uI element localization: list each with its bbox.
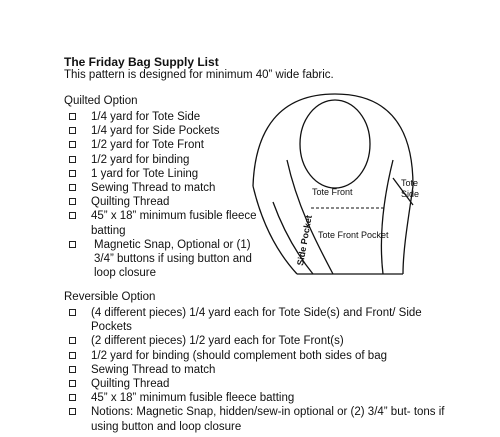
- list-item: 1/2 yard for Tote Front: [64, 138, 269, 152]
- list-item: (4 different pieces) 1/4 yard each for Tote Side(s) and Front/ Side Pockets: [64, 306, 436, 334]
- handle-outline: [253, 94, 413, 186]
- list-item: 1/2 yard for binding: [64, 153, 269, 167]
- checkbox-square-icon[interactable]: [69, 380, 76, 387]
- reversible-heading: Reversible Option: [64, 291, 156, 303]
- list-item: Sewing Thread to match: [64, 181, 269, 195]
- label-tote-front: Tote Front: [312, 187, 353, 197]
- checkbox-square-icon[interactable]: [69, 394, 76, 401]
- list-item: 1/2 yard for binding (should complement both sides of bag: [64, 349, 444, 363]
- list-item: Magnetic Snap, Optional or (1) 3/4” buttons if using button and loop closure: [64, 238, 272, 281]
- label-side: Side: [401, 189, 420, 199]
- list-item: 45” x 18” minimum fusible fleece batting: [64, 391, 444, 405]
- page-subtitle: This pattern is designed for minimum 40” wide fabric.: [64, 69, 334, 81]
- list-item: (2 different pieces) 1/2 yard each for Tote Front(s): [64, 334, 444, 348]
- list-item: 1/4 yard for Tote Side: [64, 110, 269, 124]
- quilted-heading: Quilted Option: [64, 95, 138, 107]
- checkbox-square-icon[interactable]: [69, 366, 76, 373]
- reversible-supply-list: [64, 306, 444, 434]
- label-tote: Tote: [401, 178, 419, 188]
- checkbox-square-icon[interactable]: [69, 352, 76, 359]
- list-item: Quilting Thread: [64, 377, 444, 391]
- checkbox-square-icon[interactable]: [69, 198, 76, 205]
- checkbox-square-icon[interactable]: [69, 408, 76, 415]
- left-side-outline: [253, 186, 297, 274]
- checkbox-square-icon[interactable]: [69, 141, 76, 148]
- right-front-seam: [381, 160, 393, 274]
- checkbox-square-icon[interactable]: [69, 309, 76, 316]
- label-tote-front-pocket: Tote Front Pocket: [318, 230, 389, 240]
- checkbox-square-icon[interactable]: [69, 113, 76, 120]
- checkbox-square-icon[interactable]: [69, 156, 76, 163]
- list-item: Sewing Thread to match: [64, 363, 444, 377]
- label-side-pocket: Side Pocket: [295, 214, 314, 267]
- checkbox-square-icon[interactable]: [69, 337, 76, 344]
- page-title: The Friday Bag Supply List: [64, 55, 219, 69]
- checkbox-square-icon[interactable]: [69, 184, 76, 191]
- list-item: Notions: Magnetic Snap, hidden/sew-in optional or (2) 3/4” but- tons if using button and loop closure: [64, 405, 461, 433]
- list-item: 1/4 yard for Side Pockets: [64, 124, 269, 138]
- quilted-supply-list: [64, 110, 269, 280]
- checkbox-square-icon[interactable]: [69, 241, 76, 248]
- checkbox-square-icon[interactable]: [69, 170, 76, 177]
- list-item: 1 yard for Tote Lining: [64, 167, 269, 181]
- checkbox-square-icon[interactable]: [69, 127, 76, 134]
- handle-opening: [300, 100, 370, 188]
- list-item: 45” x 18” minimum fusible fleece batting: [64, 209, 266, 237]
- tote-bag-diagram: [245, 90, 445, 290]
- list-item: Quilting Thread: [64, 195, 269, 209]
- checkbox-square-icon[interactable]: [69, 212, 76, 219]
